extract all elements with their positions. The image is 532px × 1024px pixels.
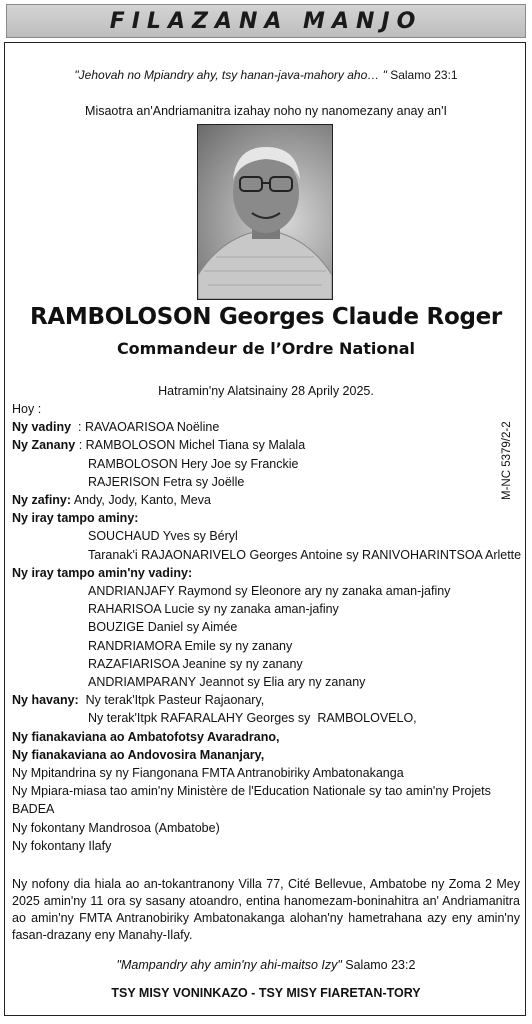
opening-quote-text: "Jehovah no Mpiandry ahy, tsy hanan-java-mahory aho… " bbox=[74, 68, 387, 82]
family-line bbox=[12, 821, 220, 835]
family-line-label: Ny Zanany bbox=[12, 438, 76, 453]
reference-code: M-NC 5379/2-2 bbox=[501, 421, 513, 500]
family-line-text: RAZAFIARISOA Jeanine sy ny zanany bbox=[88, 656, 303, 671]
family-line-label: Ny fianakaviana ao Andovosira Mananjary, bbox=[12, 747, 265, 762]
family-line bbox=[12, 693, 264, 707]
family-line bbox=[88, 675, 365, 689]
family-line-text: Taranak'i RAJAONARIVELO Georges Antoine sy RANIVOHARINTSOA Arlette bbox=[88, 547, 522, 562]
family-line bbox=[12, 402, 41, 416]
family-line bbox=[88, 475, 244, 489]
deceased-name: RAMBOLOSON Georges Claude Roger bbox=[30, 304, 502, 330]
family-line bbox=[12, 730, 279, 744]
family-line-text: Ny fokontany Ilafy bbox=[12, 838, 112, 853]
banner-title: FILAZANA MANJO bbox=[109, 8, 423, 34]
family-line-text: Ny fokontany Mandrosoa (Ambatobe) bbox=[12, 820, 220, 835]
opening-quote-ref: Salamo 23:1 bbox=[386, 68, 458, 82]
family-line bbox=[12, 802, 54, 816]
family-line-label: Ny iray tampo aminy: bbox=[12, 511, 139, 526]
family-line bbox=[88, 548, 521, 562]
opening-quote bbox=[0, 68, 532, 82]
family-line-text: Ny Mpiara-miasa tao amin'ny Ministère de l'Education Nationale sy tao amin'ny Projets bbox=[12, 784, 491, 799]
family-line bbox=[12, 511, 138, 525]
family-line-label: Ny fianakaviana ao Ambatofotsy Avaradrano, bbox=[12, 729, 280, 744]
family-line bbox=[12, 839, 111, 853]
family-line-text: Ny terak'Itpk Pasteur Rajaonary, bbox=[78, 693, 265, 708]
family-line bbox=[88, 620, 237, 634]
family-line-text: RANDRIAMORA Emile sy ny zanany bbox=[88, 638, 293, 653]
family-line bbox=[88, 457, 298, 471]
family-line-text: Hoy : bbox=[12, 402, 42, 416]
family-line-text: RAMBOLOSON Hery Joe sy Franckie bbox=[88, 456, 299, 471]
family-line bbox=[12, 438, 305, 452]
deceased-honor: Commandeur de l’Ordre National bbox=[116, 339, 416, 358]
family-line bbox=[88, 711, 417, 725]
closing-quote-text: "Mampandry ahy amin'ny ahi-maitso Izy" bbox=[116, 958, 342, 972]
family-line-text: RAHARISOA Lucie sy ny zanaka aman-jafiny bbox=[88, 602, 339, 617]
family-line bbox=[12, 420, 219, 434]
family-line-text: SOUCHAUD Yves sy Béryl bbox=[88, 529, 238, 544]
family-line-text: : RAMBOLOSON Michel Tiana sy Malala bbox=[75, 438, 306, 453]
header-banner bbox=[6, 4, 526, 38]
family-line bbox=[88, 657, 303, 671]
closing-quote bbox=[0, 958, 532, 972]
family-line-label: Ny havany: bbox=[12, 693, 79, 708]
family-line bbox=[12, 784, 491, 798]
family-line-text: Ny Mpitandrina sy ny Fiangonana FMTA Antranobiriky Ambatonakanga bbox=[12, 766, 404, 780]
family-line bbox=[88, 639, 292, 653]
family-line bbox=[88, 584, 450, 598]
family-line-text: Andy, Jody, Kanto, Meva bbox=[71, 493, 211, 507]
family-line-text: BOUZIGE Daniel sy Aimée bbox=[88, 620, 238, 635]
footer-note: TSY MISY VONINKAZO - TSY MISY FIARETAN-TORY bbox=[111, 986, 421, 1000]
portrait-image bbox=[198, 125, 332, 299]
portrait-photo bbox=[197, 124, 333, 300]
family-line-text: ANDRIANJAFY Raymond sy Eleonore ary ny zanaka aman-jafiny bbox=[88, 584, 451, 598]
family-line-text: ANDRIAMPARANY Jeannot sy Elia ary ny zanany bbox=[88, 675, 366, 689]
family-line-text: RAJERISON Fetra sy Joëlle bbox=[88, 474, 245, 489]
family-line bbox=[12, 748, 264, 762]
family-line bbox=[88, 529, 238, 543]
intro-text: Misaotra an'Andriamanitra izahay noho ny nanomezany anay an'I bbox=[85, 104, 447, 118]
family-line-label: Ny iray tampo amin'ny vadiny: bbox=[12, 565, 193, 580]
family-line-label: Ny vadiny bbox=[12, 420, 72, 435]
family-line-text: BADEA bbox=[12, 802, 55, 817]
family-line bbox=[12, 493, 211, 507]
closing-quote-ref: Salamo 23:2 bbox=[341, 958, 416, 972]
funeral-details: Ny nofony dia hiala ao an-tokantranony Villa 77, Cité Bellevue, Ambatobe ny Zoma 2 Mey 2025 amin'ny 11 ora sy sasany atoandro, entina hanomezam-boninahitra an' Andriamanitra ao amin'ny FMTA Antranobiriky Ambatonakanga alohan'ny hametrahana azy eny amin'ny fasan-drazany eny Manahy-Ilafy. bbox=[12, 877, 520, 942]
date-line: Hatramin'ny Alatsinainy 28 Aprily 2025. bbox=[158, 384, 374, 398]
family-line bbox=[12, 566, 192, 580]
family-line bbox=[88, 602, 339, 616]
family-line-label: Ny zafiny: bbox=[12, 493, 72, 507]
family-line-text: : RAVAOARISOA Noëline bbox=[71, 420, 220, 435]
family-line bbox=[12, 766, 404, 780]
family-line-text: Ny terak'Itpk RAFARALAHY Georges sy RAMBOLOVELO, bbox=[88, 711, 417, 726]
